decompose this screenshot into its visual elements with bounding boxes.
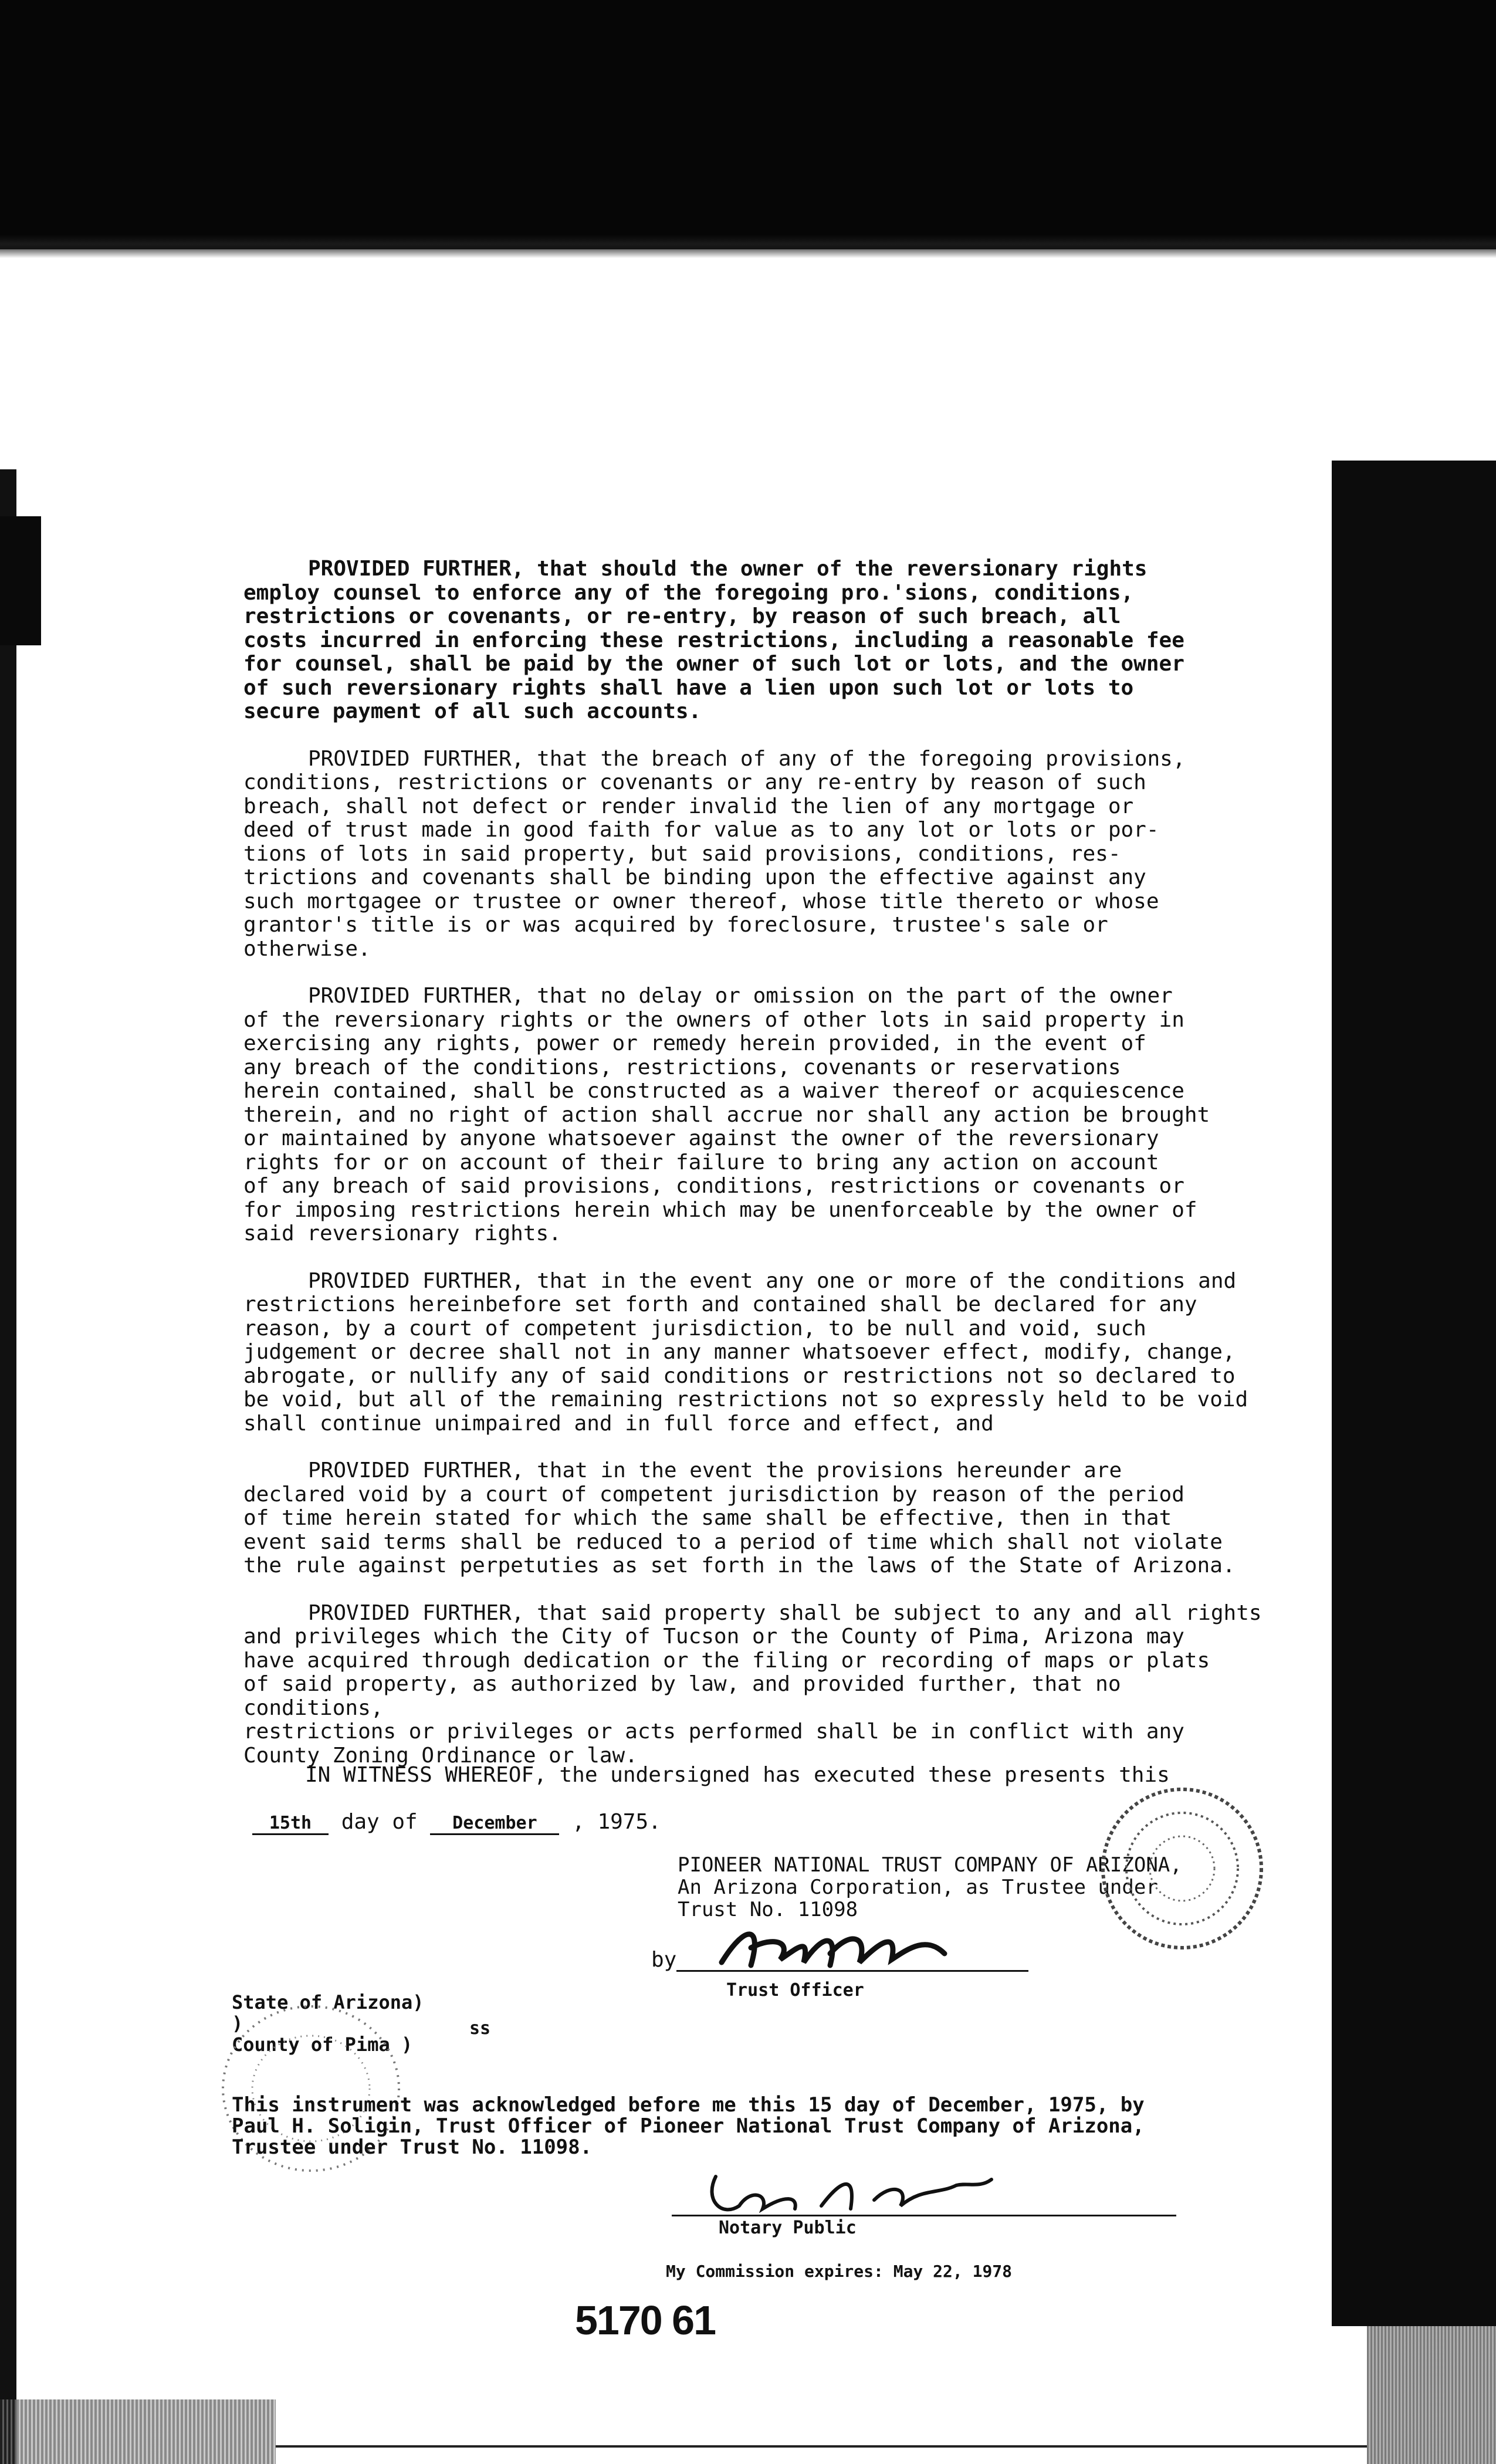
paragraph-6: PROVIDED FURTHER, that said property shall be subject to any and all rights and privileges which the City of Tucson or the County of Pima, Arizona may have acquired through dedication or the filing or recording of maps or plats of said property, as authorized by law, and provided further, that no conditions, restrictions or privileges or acts performed shall be in conflict with any County Zoning Ordinance or law.	[243, 1600, 1262, 1768]
paragraph-1: PROVIDED FURTHER, that should the owner of the reversionary rights employ counsel to enforce any of the foregoing pro.'sions, conditions, restrictions or covenants, or re-entry, by reason of such breach, all costs incurred in enforcing these restrictions, including a reasonable fee for counsel, shall be paid by the owner of such lot or lots, and the owner of such reversionary rights shall have a lien upon such lot or lots to secure payment of all such accounts.	[243, 557, 1184, 723]
scan-bottom-line	[276, 2445, 1367, 2448]
notary-title: Notary Public	[719, 2218, 857, 2238]
scan-dark-band-top	[0, 0, 1496, 249]
date-month: December	[430, 1813, 559, 1835]
corporate-seal-icon	[1094, 1781, 1270, 1957]
paragraph-2: PROVIDED FURTHER, that the breach of any of the foregoing provisions, conditions, restrictions or covenants or any re-entry by reason of such breach, shall not defect or render invalid the lien of any mortgage or deed of trust made in good faith for value as to any lot or lots or por- tions of lots in said property, but said provisions, conditions, res- trictions and covenants shall be binding upon the effective against any such mortgagee or trustee or owner thereof, whose title thereto or whose grantor's title is or was acquired by foreclosure, trustee's sale or otherwise.	[243, 746, 1186, 961]
venue-block: State of Arizona) ) County of Pima )	[232, 1991, 424, 2056]
signer-title: Trust Officer	[726, 1980, 864, 2001]
scan-noise-bottom	[0, 2399, 276, 2464]
paragraph-5: PROVIDED FURTHER, that in the event the provisions hereunder are declared void by a court of competent jurisdiction by reason of the period of time herein stated for which the same shall be effective, then in that event said terms shall be reduced to a period of time which shall not violate the rule against perpetuties as set forth in the laws of the State of Arizona.	[243, 1458, 1236, 1578]
notary-signature	[698, 2153, 1003, 2223]
recording-number: 5170 61	[575, 2297, 716, 2343]
notary-rule	[672, 2215, 1176, 2216]
venue-ss: ss	[469, 2018, 491, 2039]
scan-noise-right	[1367, 2326, 1496, 2464]
scan-dark-strip-left	[0, 469, 16, 2464]
trustee-block: PIONEER NATIONAL TRUST COMPANY OF ARIZONA, An Arizona Corporation, as Trustee under Trust No. 11098	[678, 1853, 1182, 1921]
paragraph-4: PROVIDED FURTHER, that in the event any one or more of the conditions and restrictions hereinbefore set forth and contained shall be declared for any reason, by a court of competent jurisdiction, to be null and void, such judgement or decree shall not in any manner whatsoever effect, modify, change, abrogate, or nullify any of said conditions or restrictions not so declared to be void, but all of the remaining restrictions not so expressly held to be void shall continue unimpaired and in full force and effect, and	[243, 1268, 1248, 1436]
document-body	[243, 557, 1264, 1791]
acknowledgment: This instrument was acknowledged before me this 15 day of December, 1975, by Paul H. Soligin, Trust Officer of Pioneer National Trust Company of Arizona, Trustee under Trust No. 11098.	[232, 2093, 1145, 2159]
commission-expiry: My Commission expires: May 22, 1978	[666, 2262, 1013, 2281]
execution-date	[252, 1810, 661, 1835]
scan-dark-strip-right	[1332, 461, 1496, 2326]
witness-clause: IN WITNESS WHEREOF, the undersigned has executed these presents this	[305, 1763, 1170, 1787]
by-label: by	[651, 1948, 677, 1972]
trust-officer-signature	[710, 1913, 956, 1983]
scan-edge-gradient	[0, 235, 1496, 258]
scan-dark-notch-left	[0, 516, 41, 645]
date-day-of: day of	[341, 1810, 418, 1834]
date-year: , 1975.	[572, 1810, 661, 1834]
paragraph-3: PROVIDED FURTHER, that no delay or omission on the part of the owner of the reversionary rights or the owners of other lots in said property in exercising any rights, power or remedy herein provided, in the event of any breach of the conditions, restrictions, covenants or reservations herein contained, shall be constructed as a waiver thereof or acquiescence therein, and no right of action shall accrue nor shall any action be brought or maintained by anyone whatsoever against the owner of the reversionary rights for or on account of their failure to bring any action on account of any breach of said provisions, conditions, restrictions or covenants or for imposing restrictions herein which may be unenforceable by the owner of said reversionary rights.	[243, 984, 1210, 1245]
date-day: 15th	[252, 1813, 329, 1835]
